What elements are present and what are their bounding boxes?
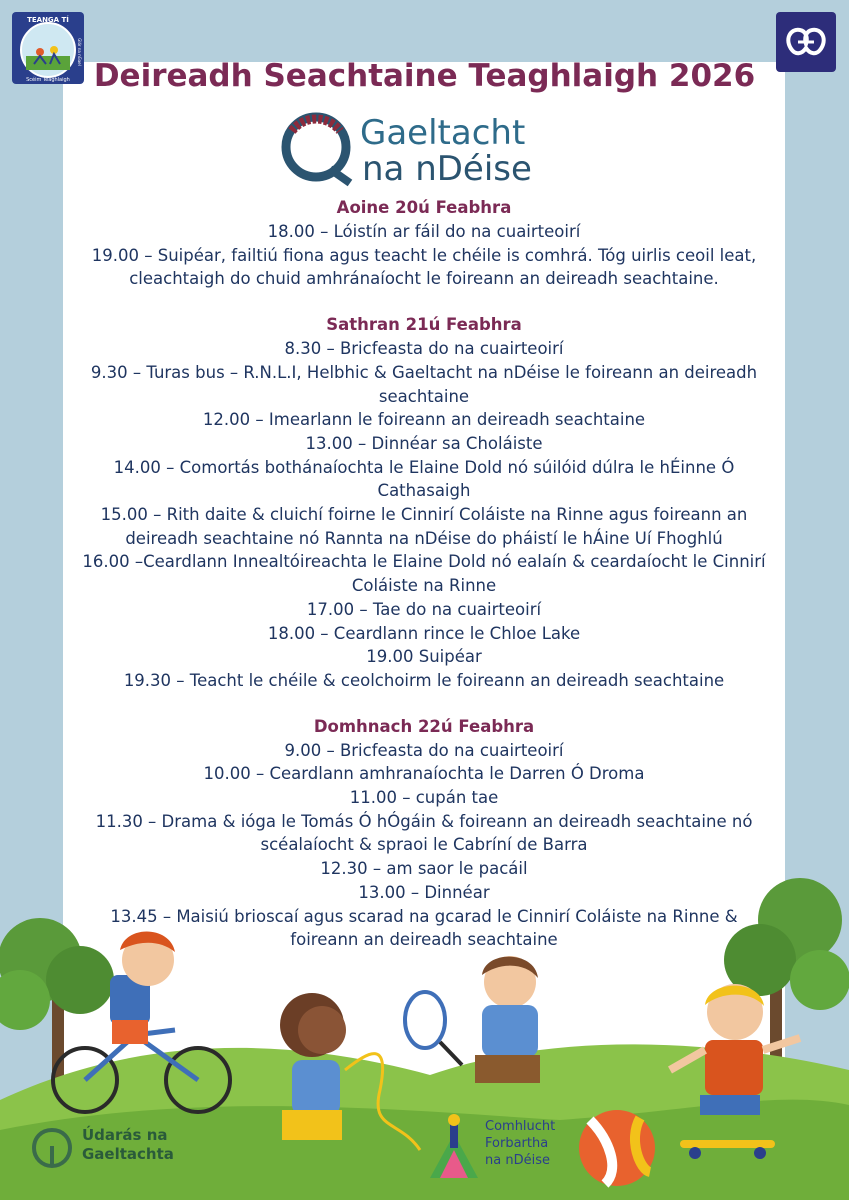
- schedule-line: 13.00 – Dinnéar: [358, 882, 490, 902]
- schedule-line: 16.00 –Ceardlann Innealtóireachta le Elaine Dold nó ealaín & ceardaíocht le Cinnirí: [82, 552, 766, 572]
- schedule-line: 12.30 – am saor le pacáil: [320, 859, 528, 879]
- schedule-line: 9.30 – Turas bus – R.N.L.I, Helbhic & Gaeltacht na nDéise le foireann an deireadh: [90, 362, 758, 382]
- schedule-line: 10.00 – Ceardlann amhranaíochta le Darren Ó Droma: [203, 764, 645, 784]
- schedule-line: deireadh seachtaine nó Rannta na nDéise do pháistí le hÁine Uí Fhoghlú: [125, 528, 723, 548]
- schedule-line: 8.30 – Bricfeasta do na cuairteoirí: [284, 339, 564, 359]
- schedule-line: cleachtaigh do chuid amhránaíocht le foireann an deireadh seachtaine.: [129, 269, 719, 289]
- gaeltacht-na-ndeise-logo: [278, 105, 538, 187]
- beach-ball-icon: [579, 1110, 655, 1186]
- schedule-line: 11.00 – cupán tae: [349, 788, 499, 808]
- schedule-line: 9.00 – Bricfeasta do na cuairteoirí: [284, 740, 564, 760]
- comhlucht-forbartha-logo-icon: [426, 1112, 482, 1182]
- schedule-line: scéalaíocht & spraoi le Cabríní de Barra: [260, 835, 588, 855]
- schedule-line: Cathasaigh: [377, 481, 471, 501]
- comhlucht-line3: na nDéise: [485, 1153, 550, 1168]
- schedule-line: 19.00 Suipéar: [366, 647, 482, 667]
- schedule-line: 13.45 – Maisiú brioscaí agus scarad na gcarad le Cinnirí Coláiste na Rinne &: [110, 906, 738, 926]
- schedule-line: seachtaine: [378, 386, 470, 406]
- schedule-line: 19.30 – Teacht le chéile & ceolchoirm le foireann an deireadh seachtaine: [123, 670, 725, 690]
- schedule-line: 18.00 – Ceardlann rince le Chloe Lake: [267, 623, 581, 643]
- day-saturday: [63, 313, 785, 693]
- day-heading: Aoine 20ú Feabhra: [336, 198, 512, 217]
- schedule-line: 14.00 – Comortás bothánaíochta le Elaine Dold nó súilóid dúlra le hÉinne Ó: [113, 457, 735, 477]
- day-heading: Sathran 21ú Feabhra: [326, 315, 522, 335]
- schedule-line: 17.00 – Tae do na cuairteoirí: [306, 599, 542, 619]
- udaras-logo-text: [82, 1126, 174, 1164]
- teanga-ti-logo-side: Glór na nGael: [77, 38, 82, 66]
- day-friday: [63, 196, 785, 291]
- schedule-line: 19.00 – Suipéar, failtiú fiona agus teacht le chéile is comhrá. Tóg uirlis ceoil leat,: [91, 245, 757, 265]
- page-title: Deireadh Seachtaine Teaghlaigh 2026: [93, 58, 756, 94]
- schedule-line: 15.00 – Rith daite & cluichí foirne le Cinnirí Coláiste na Rinne agus foireann an: [100, 505, 748, 525]
- udaras-logo-line1: Údarás na: [82, 1126, 168, 1144]
- comhlucht-forbartha-text: [485, 1118, 555, 1169]
- schedule-line: 13.00 – Dinnéar sa Choláiste: [305, 433, 543, 453]
- schedule-line: foireann an deireadh seachtaine: [290, 930, 558, 950]
- schedule-line: 18.00 – Lóistín ar fáil do na cuairteoirí: [267, 222, 581, 241]
- comhlucht-line1: Comhlucht: [485, 1119, 556, 1134]
- teanga-ti-logo-subtext: Scéim Teaghlaigh: [26, 77, 70, 83]
- schedule-line: 12.00 – Imearlann le foireann an deireadh seachtaine: [202, 410, 646, 430]
- gaeltacht-logo-line1: Gaeltacht: [360, 113, 526, 153]
- schedule: [63, 196, 785, 952]
- udaras-logo-icon: [32, 1128, 72, 1174]
- schedule-line: Coláiste na Rinne: [351, 576, 497, 596]
- schedule-line: 11.30 – Drama & ióga le Tomás Ó hÓgáin & foireann an deireadh seachtaine nó: [95, 811, 753, 831]
- teanga-ti-logo-text: TEANGA TÍ: [27, 16, 69, 24]
- gaeltacht-logo-line2: na nDéise: [362, 149, 532, 189]
- udaras-logo-line2: Gaeltachta: [82, 1145, 174, 1163]
- day-heading: Domhnach 22ú Feabhra: [313, 716, 535, 736]
- comhlucht-line2: Forbartha: [485, 1136, 549, 1151]
